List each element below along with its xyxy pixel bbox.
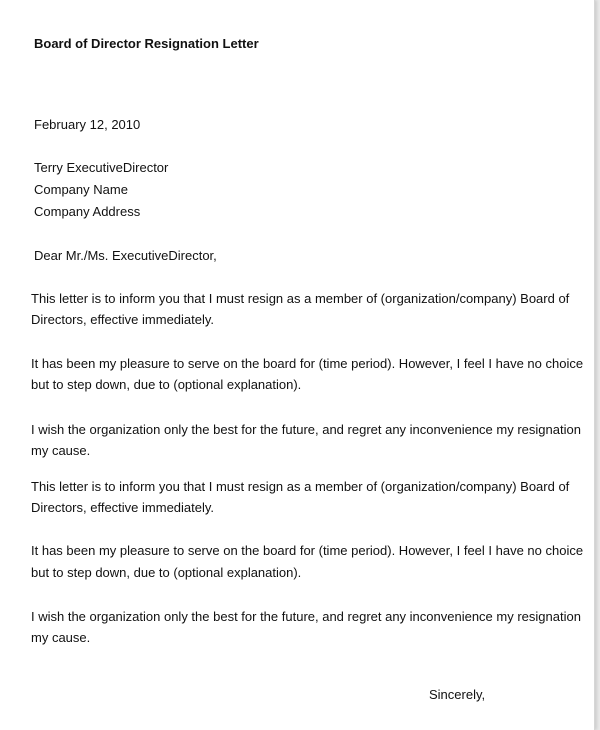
paragraph-6-line-2: my cause. <box>31 630 91 645</box>
paragraph-5-line-1: It has been my pleasure to serve on the board for (time period). However, I feel I have no choice <box>31 543 584 558</box>
paragraph-2-line-2: but to step down, due to (optional explanation). <box>31 377 302 392</box>
paragraph-6-line-1: I wish the organization only the best for the future, and regret any inconvenience my resignation <box>31 609 581 624</box>
paragraph-5-line-2: but to step down, due to (optional explanation). <box>31 565 302 580</box>
paragraph-1-line-1: This letter is to inform you that I must resign as a member of (organization/company) Board of <box>31 291 570 306</box>
letter-title: Board of Director Resignation Letter <box>34 36 259 51</box>
closing: Sincerely, <box>429 687 486 702</box>
paragraph-3-line-2: my cause. <box>31 443 91 458</box>
paragraph-1-line-2: Directors, effective immediately. <box>31 312 215 327</box>
paragraph-4-line-2: Directors, effective immediately. <box>31 500 215 515</box>
paragraph-3-line-1: I wish the organization only the best for the future, and regret any inconvenience my resignation <box>31 422 581 437</box>
paragraph-4-line-1: This letter is to inform you that I must resign as a member of (organization/company) Board of <box>31 479 570 494</box>
recipient-company: Company Name <box>34 182 128 197</box>
salutation: Dear Mr./Ms. ExecutiveDirector, <box>34 248 217 263</box>
letter-date: February 12, 2010 <box>34 117 141 132</box>
recipient-address: Company Address <box>34 204 141 219</box>
recipient-name: Terry ExecutiveDirector <box>34 160 169 175</box>
paragraph-2-line-1: It has been my pleasure to serve on the board for (time period). However, I feel I have no choice <box>31 356 584 371</box>
